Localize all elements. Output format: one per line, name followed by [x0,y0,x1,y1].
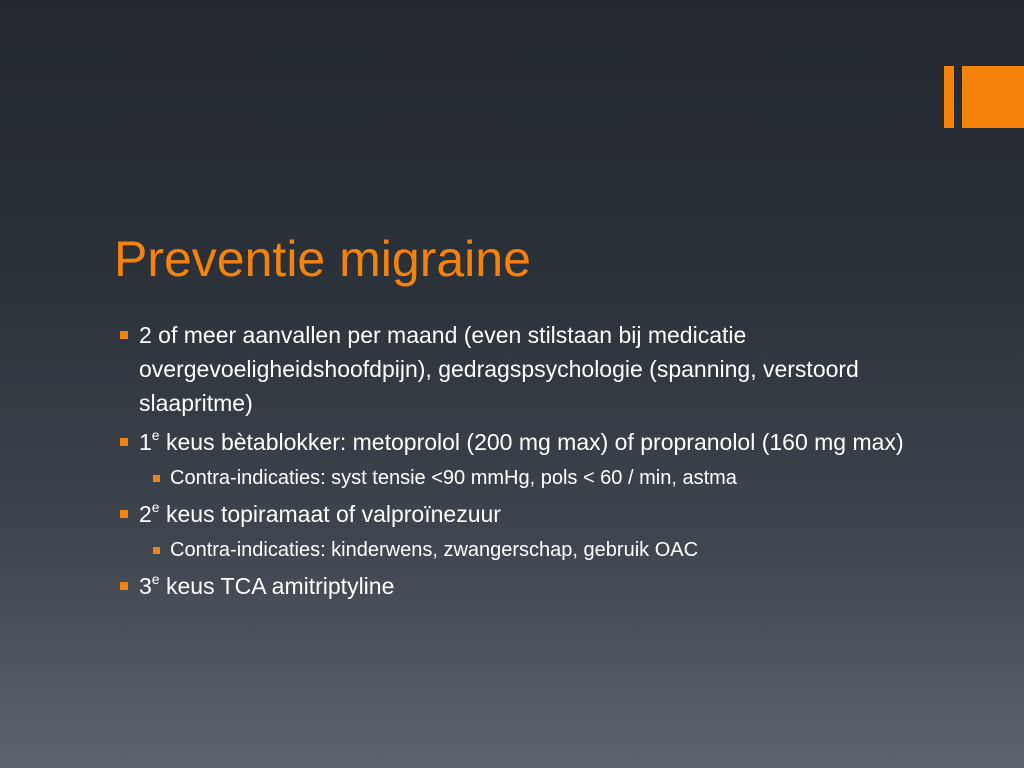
bullet-text: keus bètablokker: metoprolol (200 mg max) of propranolol (160 mg max) [159,429,904,455]
sub-bullet-item-3 [118,535,918,565]
bullet-item-4 [118,569,918,603]
sub-bullet-item-2 [118,463,918,493]
ordinal-suffix: e [151,499,160,516]
sub-bullet-text: Contra-indicaties: syst tensie <90 mmHg, pols < 60 / min, astma [170,467,737,489]
square-bullet-icon [153,475,160,482]
ordinal-suffix: e [151,427,160,444]
bullet-text: keus TCA amitriptyline [159,573,395,599]
square-bullet-icon [153,547,160,554]
bullet-number: 3 [139,573,152,599]
bullet-item-2 [118,425,918,459]
bullet-number: 2 [139,501,152,527]
accent-bar-thin [944,66,954,128]
accent-bar-thick [962,66,1024,128]
bullet-item-1 [118,318,918,420]
bullet-list [118,318,918,608]
bullet-text: keus topiramaat of valproïnezuur [159,501,501,527]
square-bullet-icon [120,510,128,518]
square-bullet-icon [120,438,128,446]
bullet-item-3 [118,497,918,531]
slide-title: Preventie migraine [114,231,531,287]
sub-bullet-text: Contra-indicaties: kinderwens, zwangerschap, gebruik OAC [170,539,699,561]
bullet-text: 2 of meer aanvallen per maand (even stilstaan bij medicatie overgevoeligheidshoofdpijn), gedragspsychologie (spanning, verstoord slaapritme) [139,322,859,416]
ordinal-suffix: e [151,571,160,588]
bullet-number: 1 [139,429,152,455]
square-bullet-icon [120,331,128,339]
square-bullet-icon [120,582,128,590]
